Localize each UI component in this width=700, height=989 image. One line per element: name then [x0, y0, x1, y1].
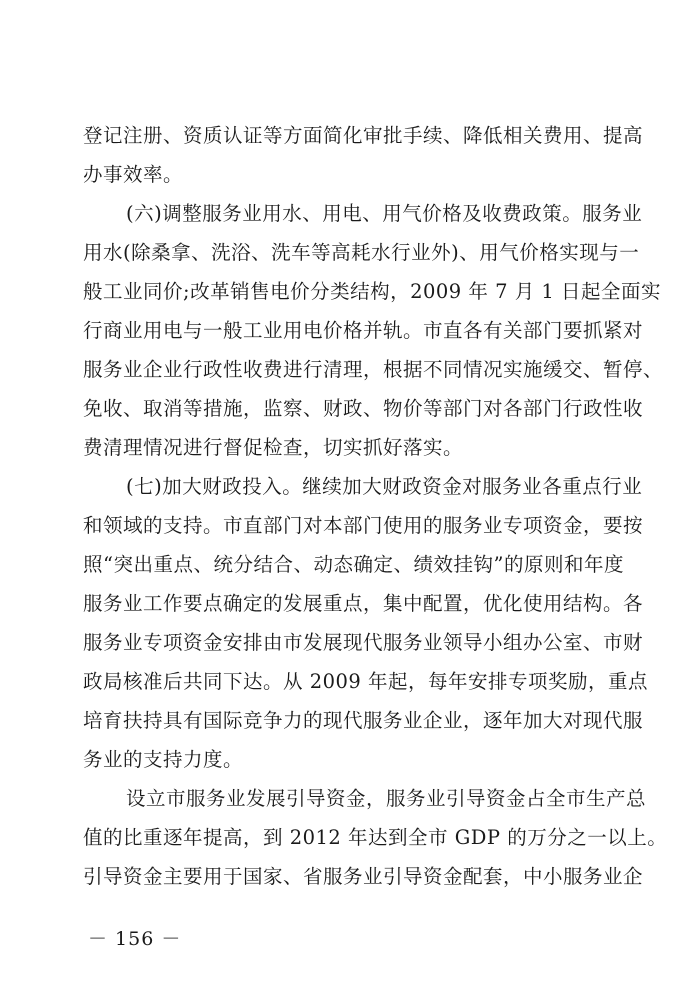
text-line: 值的比重逐年提高，到 2012 年达到全市 GDP 的万分之一以上。: [83, 826, 668, 849]
text-line: 行商业用电与一般工业用电价格并轨。市直各有关部门要抓紧对: [83, 319, 644, 342]
text-line: 登记注册、资质认证等方面简化审批手续、降低相关费用、提高: [83, 124, 644, 147]
text-line: 免收、取消等措施，监察、财政、物价等部门对各部门行政性收: [83, 397, 644, 420]
text-line: 引导资金主要用于国家、省服务业引导资金配套，中小服务业企: [83, 865, 644, 888]
text-line: 服务业企业行政性收费进行清理，根据不同情况实施缓交、暂停、: [83, 358, 664, 381]
text-line: (七)加大财政投入。继续加大财政资金对服务业各重点行业: [126, 475, 643, 498]
text-line: 照“突出重点、统分结合、动态确定、绩效挂钩”的原则和年度: [83, 553, 624, 576]
text-line: 设立市服务业发展引导资金，服务业引导资金占全市生产总: [126, 787, 647, 810]
text-line: 务业的支持力度。: [83, 748, 244, 771]
text-line: 费清理情况进行督促检查，切实抓好落实。: [83, 436, 464, 459]
text-line: (六)调整服务业用水、用电、用气价格及收费政策。服务业: [126, 202, 643, 225]
text-line: 培育扶持具有国际竞争力的现代服务业企业，逐年加大对现代服: [83, 709, 644, 732]
text-line: 政局核准后共同下达。从 2009 年起，每年安排专项奖励，重点: [83, 670, 649, 693]
page-number: － 156 －: [88, 928, 182, 950]
text-line: 办事效率。: [83, 163, 184, 186]
text-line: 和领域的支持。市直部门对本部门使用的服务业专项资金，要按: [83, 514, 644, 537]
text-line: 般工业同价;改革销售电价分类结构，2009 年 7 月 1 日起全面实: [83, 280, 662, 303]
text-line: 用水(除桑拿、洗浴、洗车等高耗水行业外)、用气价格实现与一: [83, 241, 640, 264]
text-line: 服务业工作要点确定的发展重点，集中配置，优化使用结构。各: [83, 592, 644, 615]
text-line: 服务业专项资金安排由市发展现代服务业领导小组办公室、市财: [83, 631, 644, 654]
